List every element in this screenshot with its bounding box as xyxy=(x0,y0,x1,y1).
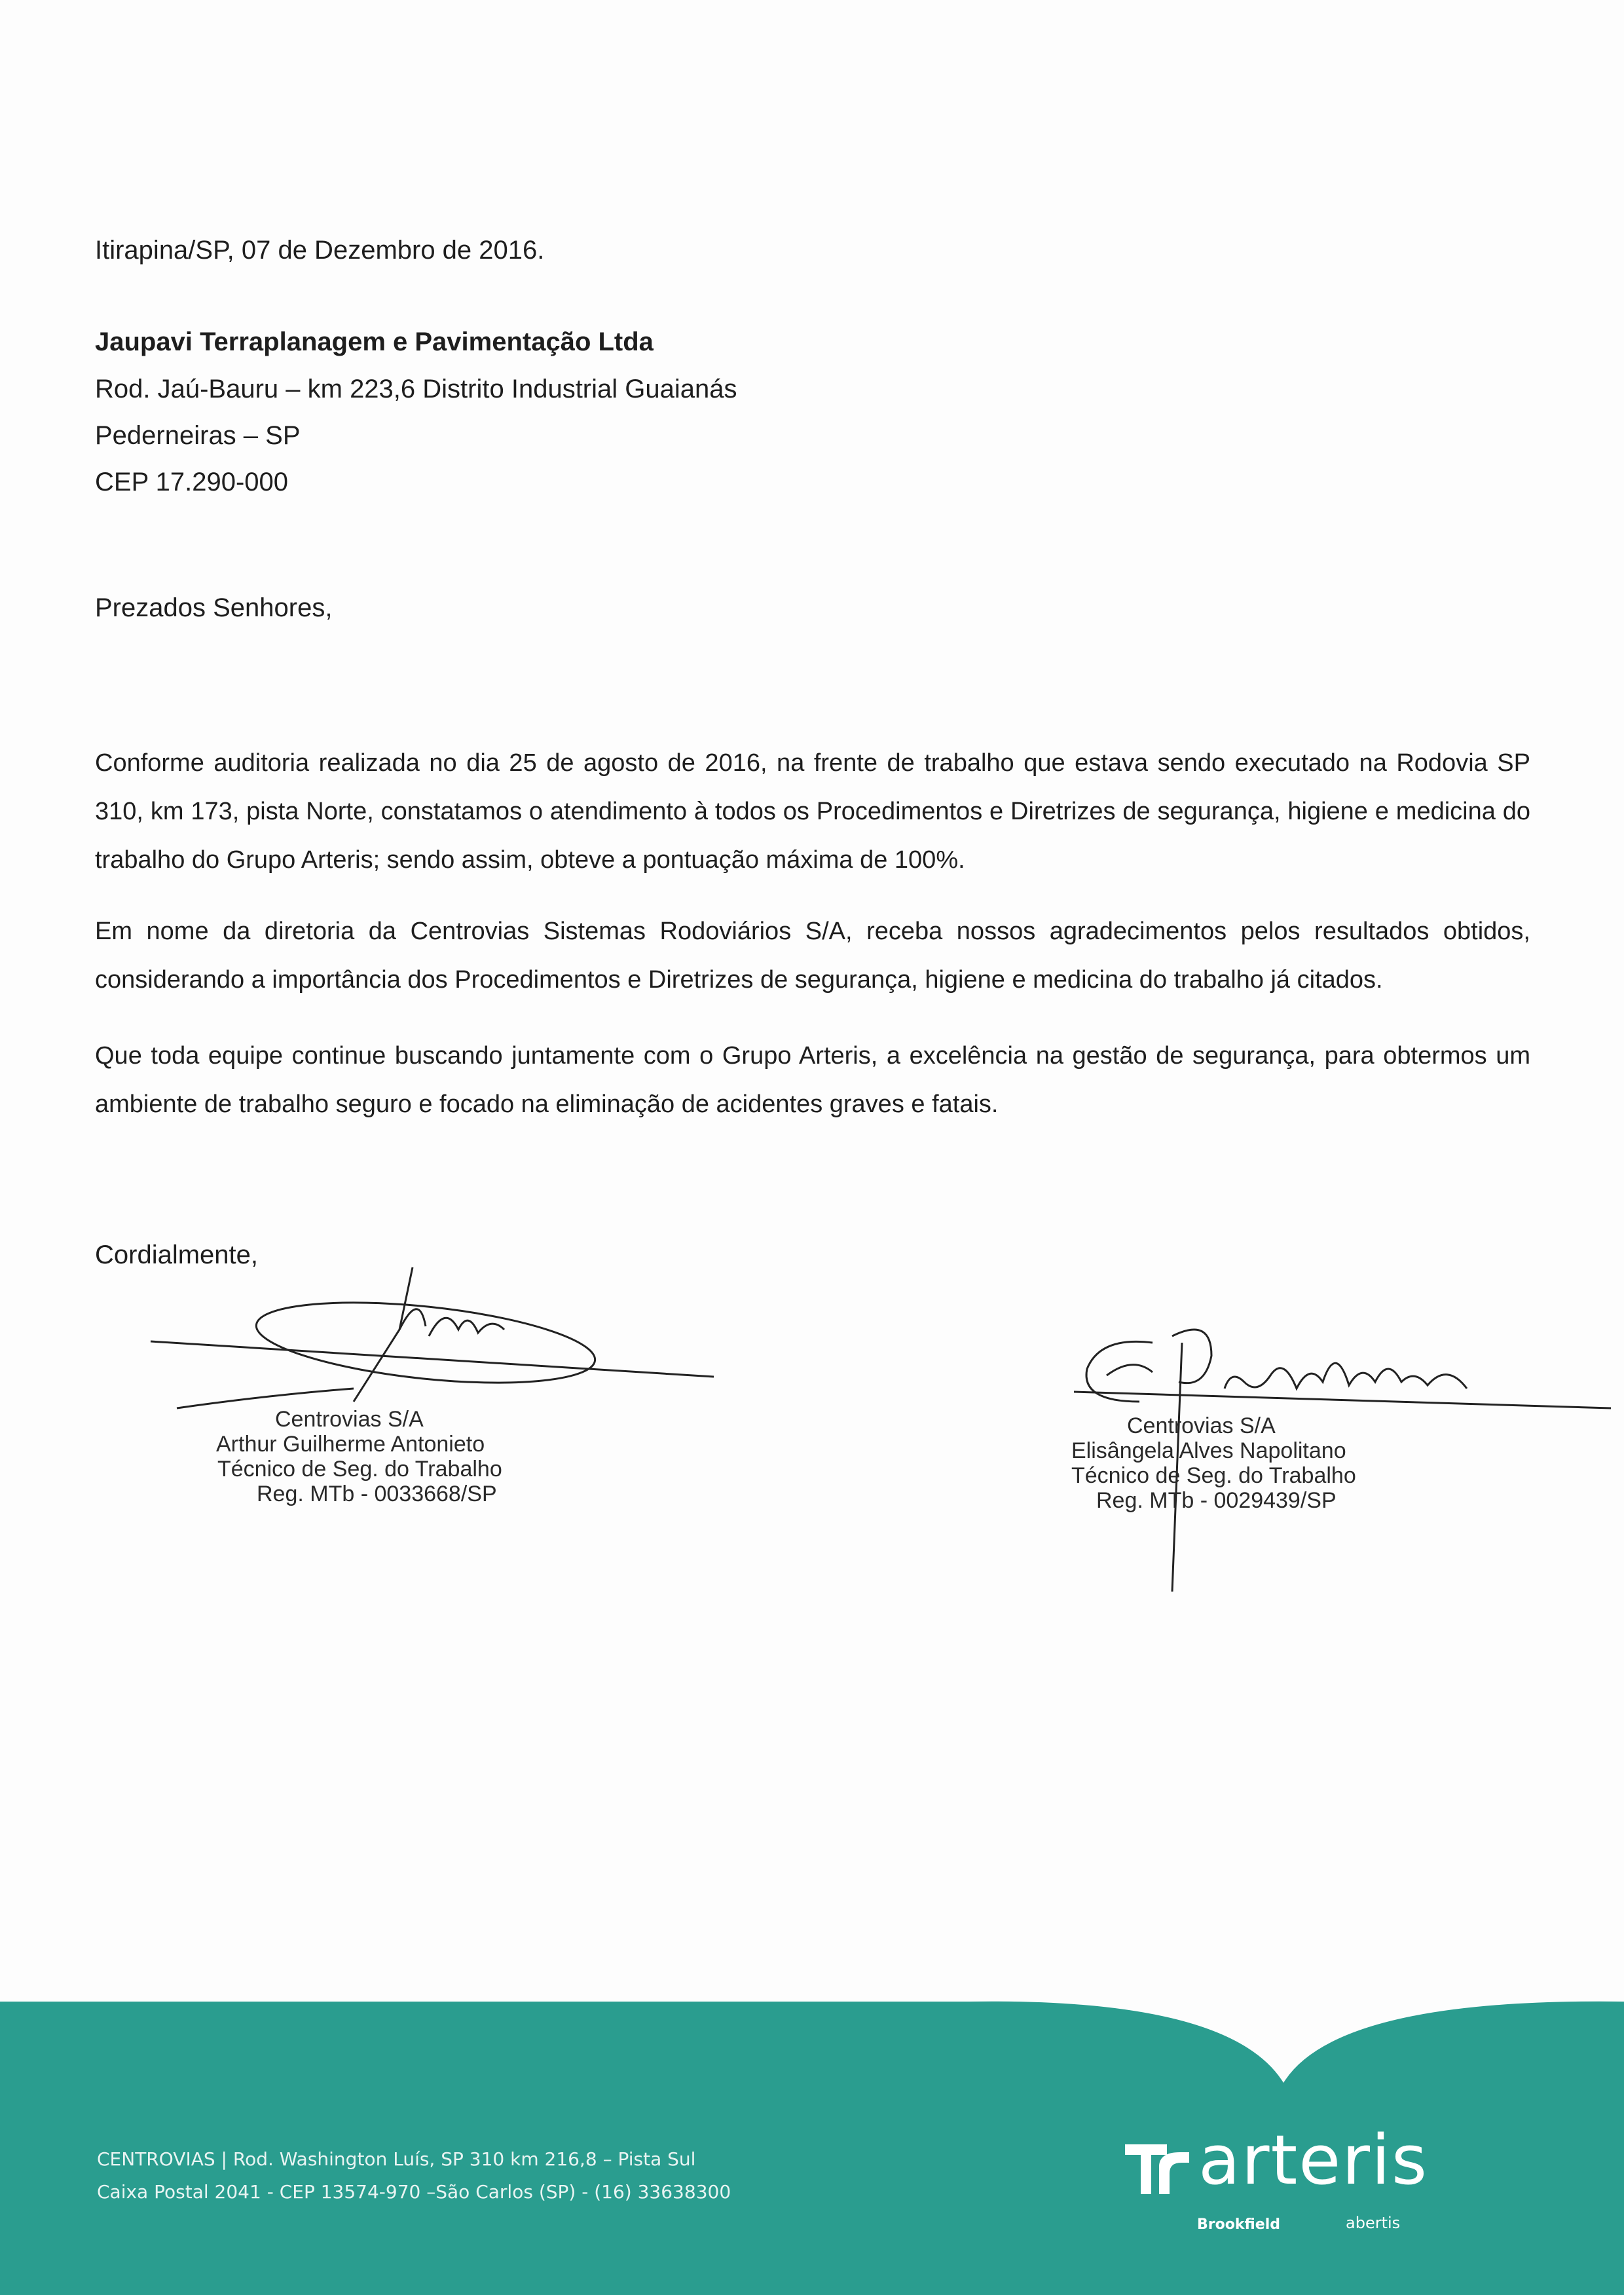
recipient-address-line1: Rod. Jaú-Bauru – km 223,6 Distrito Industrial Guaianás xyxy=(95,375,737,403)
body-paragraph: Que toda equipe continue buscando juntamente com o Grupo Arteris, a excelência na gestão de segurança, para obtermos um ambiente de trabalho seguro e focado na eliminação de acidentes graves e fatais. xyxy=(95,1042,1530,1118)
signatory-1-registration: Reg. MTb - 0033668/SP xyxy=(257,1482,497,1506)
body-paragraph: Conforme auditoria realizada no dia 25 de agosto de 2016, na frente de trabalho que estava sendo executado na Rodovia SP 310, km 173, pista Norte, constatamos o atendimento à todos os Procedimentos e Diretrizes de segurança, higiene e medicina do trabalho do Grupo Arteris; sendo assim, obteve a pontuação máxima de 100%. xyxy=(95,749,1530,874)
signatory-2-registration: Reg. MTb - 0029439/SP xyxy=(1096,1488,1337,1513)
signatory-2-role: Técnico de Seg. do Trabalho xyxy=(1071,1463,1356,1488)
arteris-logo-icon xyxy=(1121,2136,1193,2202)
signatory-2-company: Centrovias S/A xyxy=(1127,1413,1276,1438)
signatory-1-name: Arthur Guilherme Antonieto xyxy=(216,1432,485,1457)
place-date: Itirapina/SP, 07 de Dezembro de 2016. xyxy=(95,236,545,265)
signatory-1-company: Centrovias S/A xyxy=(275,1407,424,1432)
logo-wordmark: arteris xyxy=(1198,2120,1429,2200)
recipient-company: Jaupavi Terraplanagem e Pavimentação Ltda xyxy=(95,327,654,356)
footer-address-line2: Caixa Postal 2041 - CEP 13574-970 –São Carlos (SP) - (16) 33638300 xyxy=(97,2181,731,2203)
body-paragraph: Em nome da diretoria da Centrovias Sistemas Rodoviários S/A, receba nossos agradecimentos pelos resultados obtidos, considerando a importância dos Procedimentos e Diretrizes de segurança, higiene e medicina do trabalho já citados. xyxy=(95,918,1530,994)
salutation: Prezados Senhores, xyxy=(95,593,333,622)
logo-sub-abertis: abertis xyxy=(1346,2214,1401,2232)
signatory-2-name: Elisângela Alves Napolitano xyxy=(1071,1438,1346,1463)
logo-sub-brookfield: Brookfield xyxy=(1197,2216,1280,2233)
recipient-postal-code: CEP 17.290-000 xyxy=(95,468,289,496)
recipient-address-line2: Pederneiras – SP xyxy=(95,421,301,450)
closing: Cordialmente, xyxy=(95,1241,259,1269)
signatory-2 xyxy=(1071,1413,1356,1513)
signatory-1 xyxy=(216,1407,502,1506)
signatory-1-role: Técnico de Seg. do Trabalho xyxy=(217,1457,502,1482)
footer-address-line1: CENTROVIAS | Rod. Washington Luís, SP 310 km 216,8 – Pista Sul xyxy=(97,2148,696,2170)
